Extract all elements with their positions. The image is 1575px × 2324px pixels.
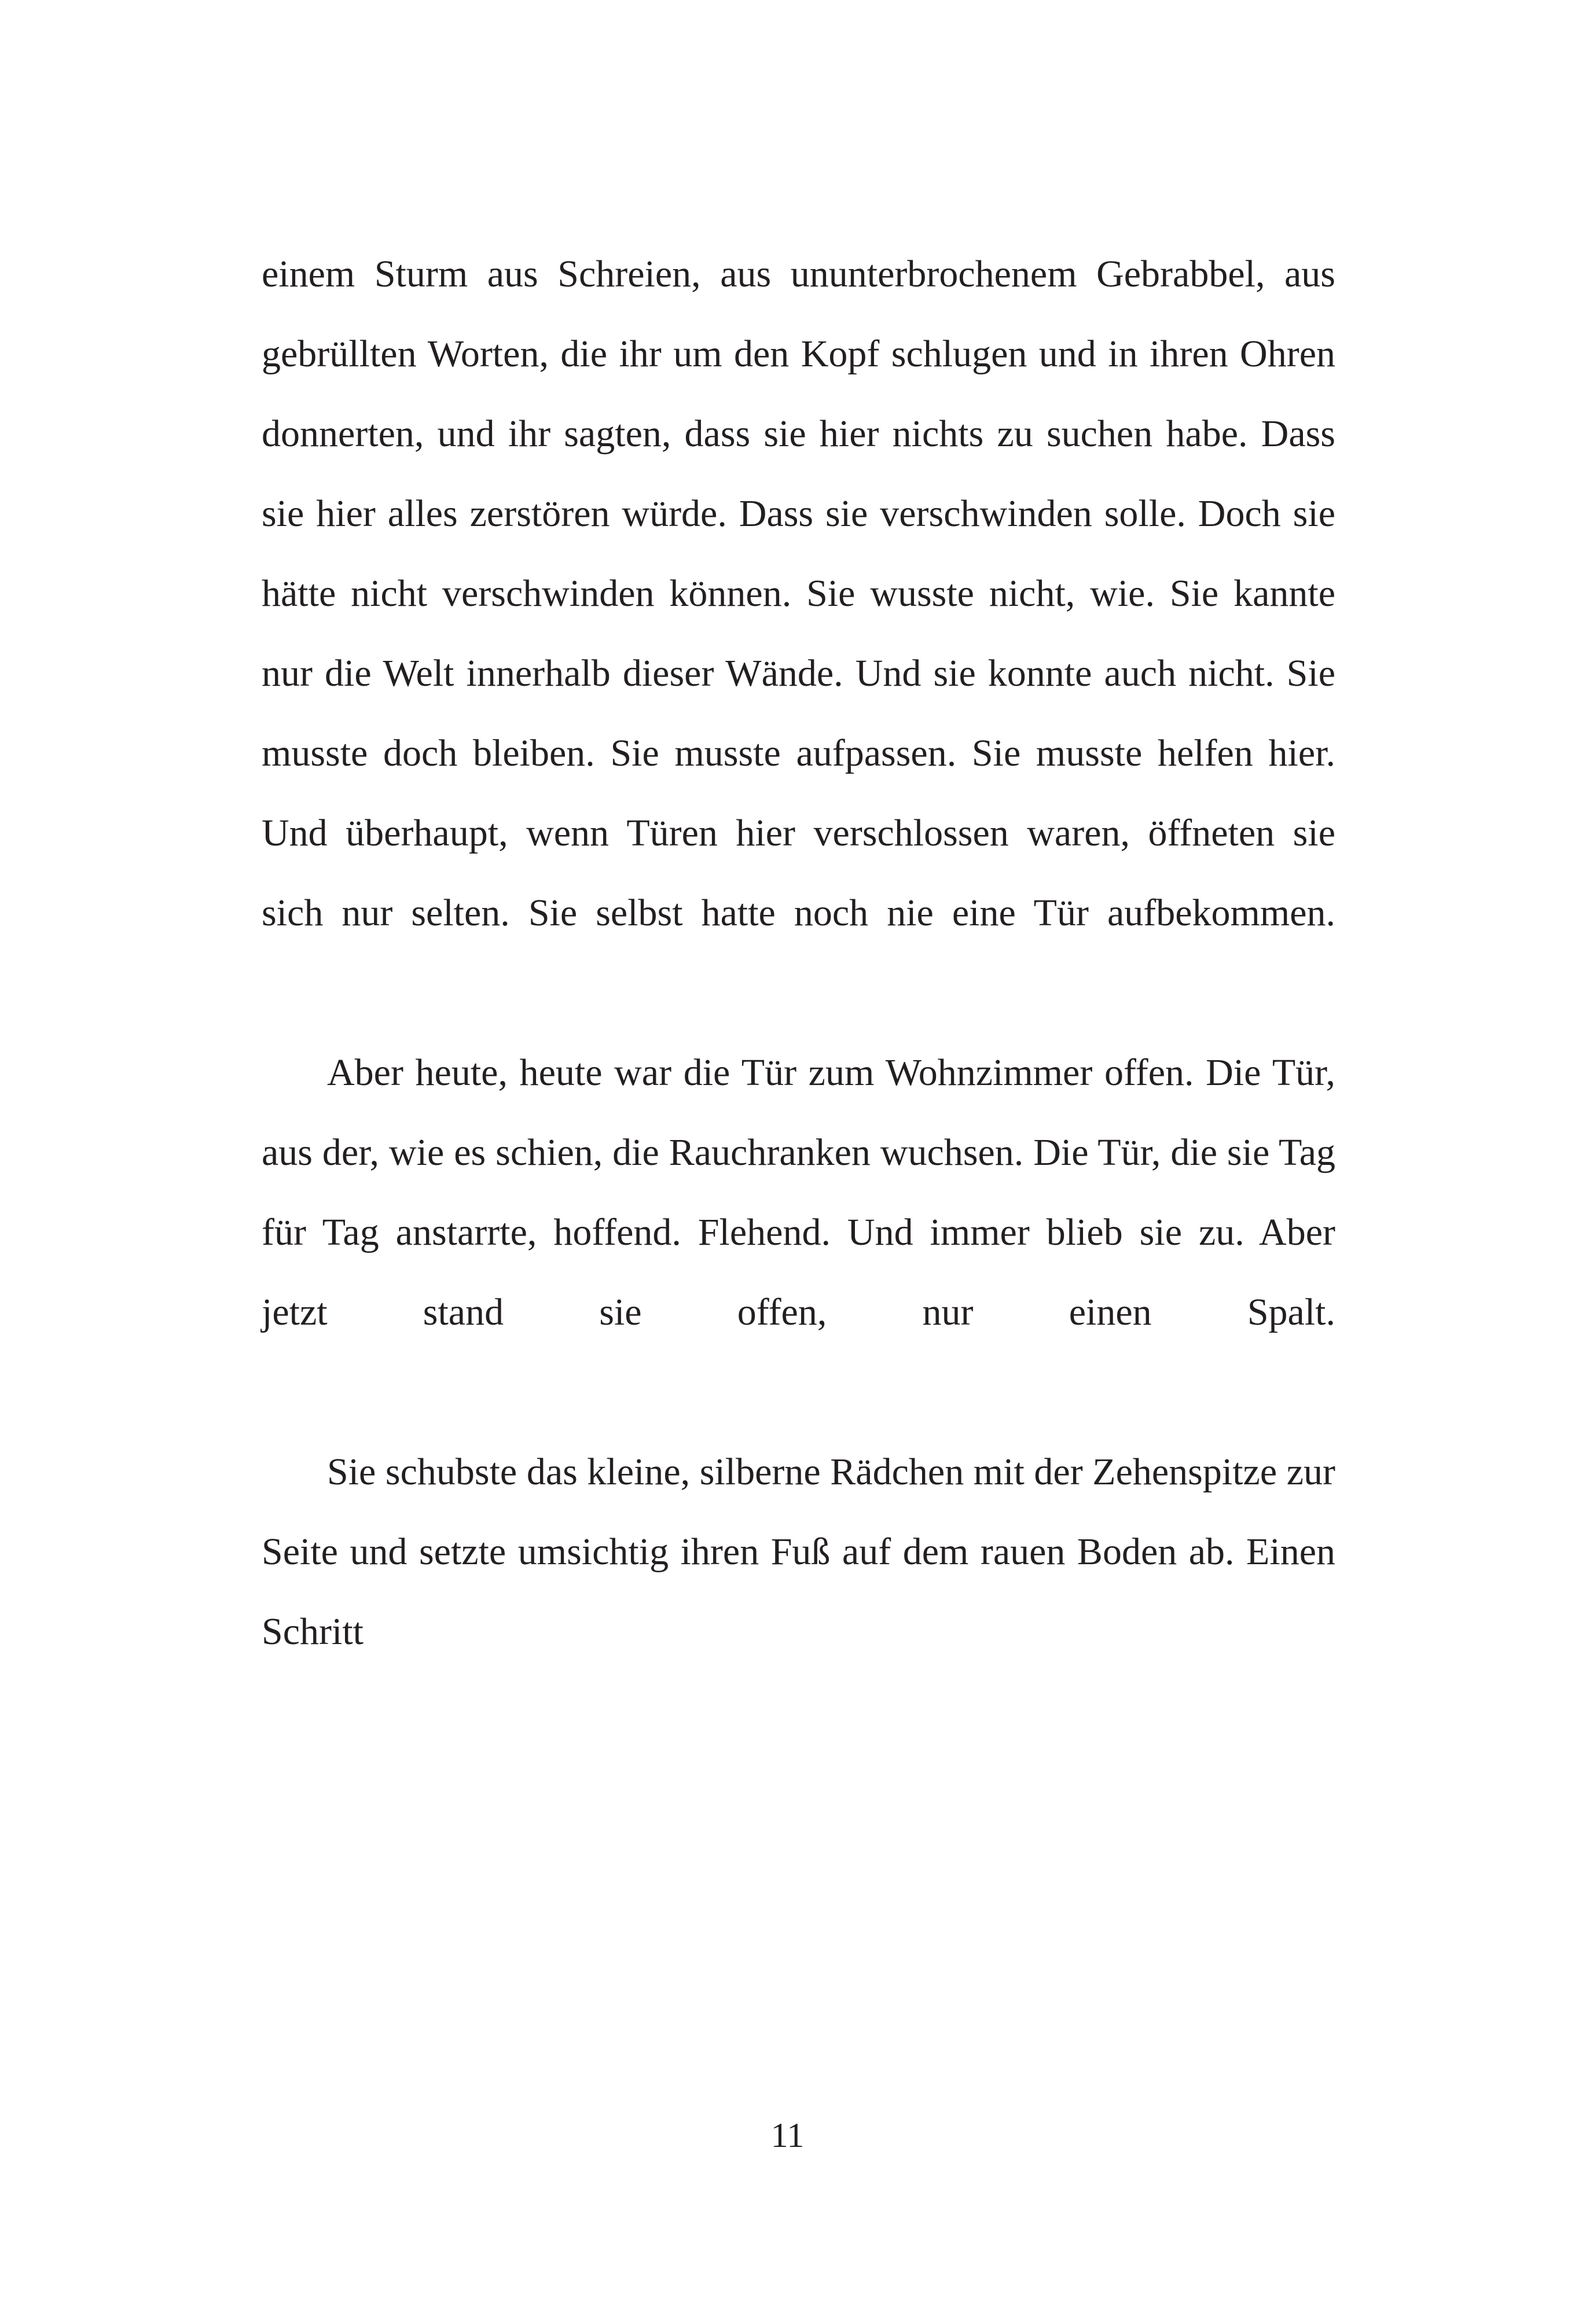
paragraph-third: Sie schubste das kleine, silberne Rädchen mit der Zehenspitze zur Seite und setzte umsichtig ihren Fuß auf dem rauen Boden ab. Einen Schritt	[262, 1451, 1345, 1653]
page-text-block	[262, 234, 1345, 1752]
page-number: 11	[770, 2116, 805, 2154]
paragraph-second: Aber heute, heute war die Tür zum Wohnzimmer offen. Die Tür, aus der, wie es schien, die Rauchranken wuchsen. Die Tür, die sie Tag für Tag anstarrte, hoffend. Flehend. Und immer blieb sie zu. Aber jetzt stand sie offen, nur einen Spalt.	[262, 1051, 1345, 1333]
paragraph-continued: einem Sturm aus Schreien, aus ununterbrochenem Gebrabbel, aus gebrüllten Worten, die ihr um den Kopf schlugen und in ihren Ohren donnerten, und ihr sagten, dass sie hier nichts zu suchen habe. Dass sie hier alles zerstören würde. Dass sie verschwinden solle. Doch sie hätte nicht verschwinden können. Sie wusste nicht, wie. Sie kannte nur die Welt innerhalb dieser Wände. Und sie konnte auch nicht. Sie musste doch bleiben. Sie musste aufpassen. Sie musste helfen hier. Und überhaupt, wenn Türen hier verschlossen waren, öffneten sie sich nur selten. Sie selbst hatte noch nie eine Tür aufbekommen.	[262, 253, 1345, 934]
